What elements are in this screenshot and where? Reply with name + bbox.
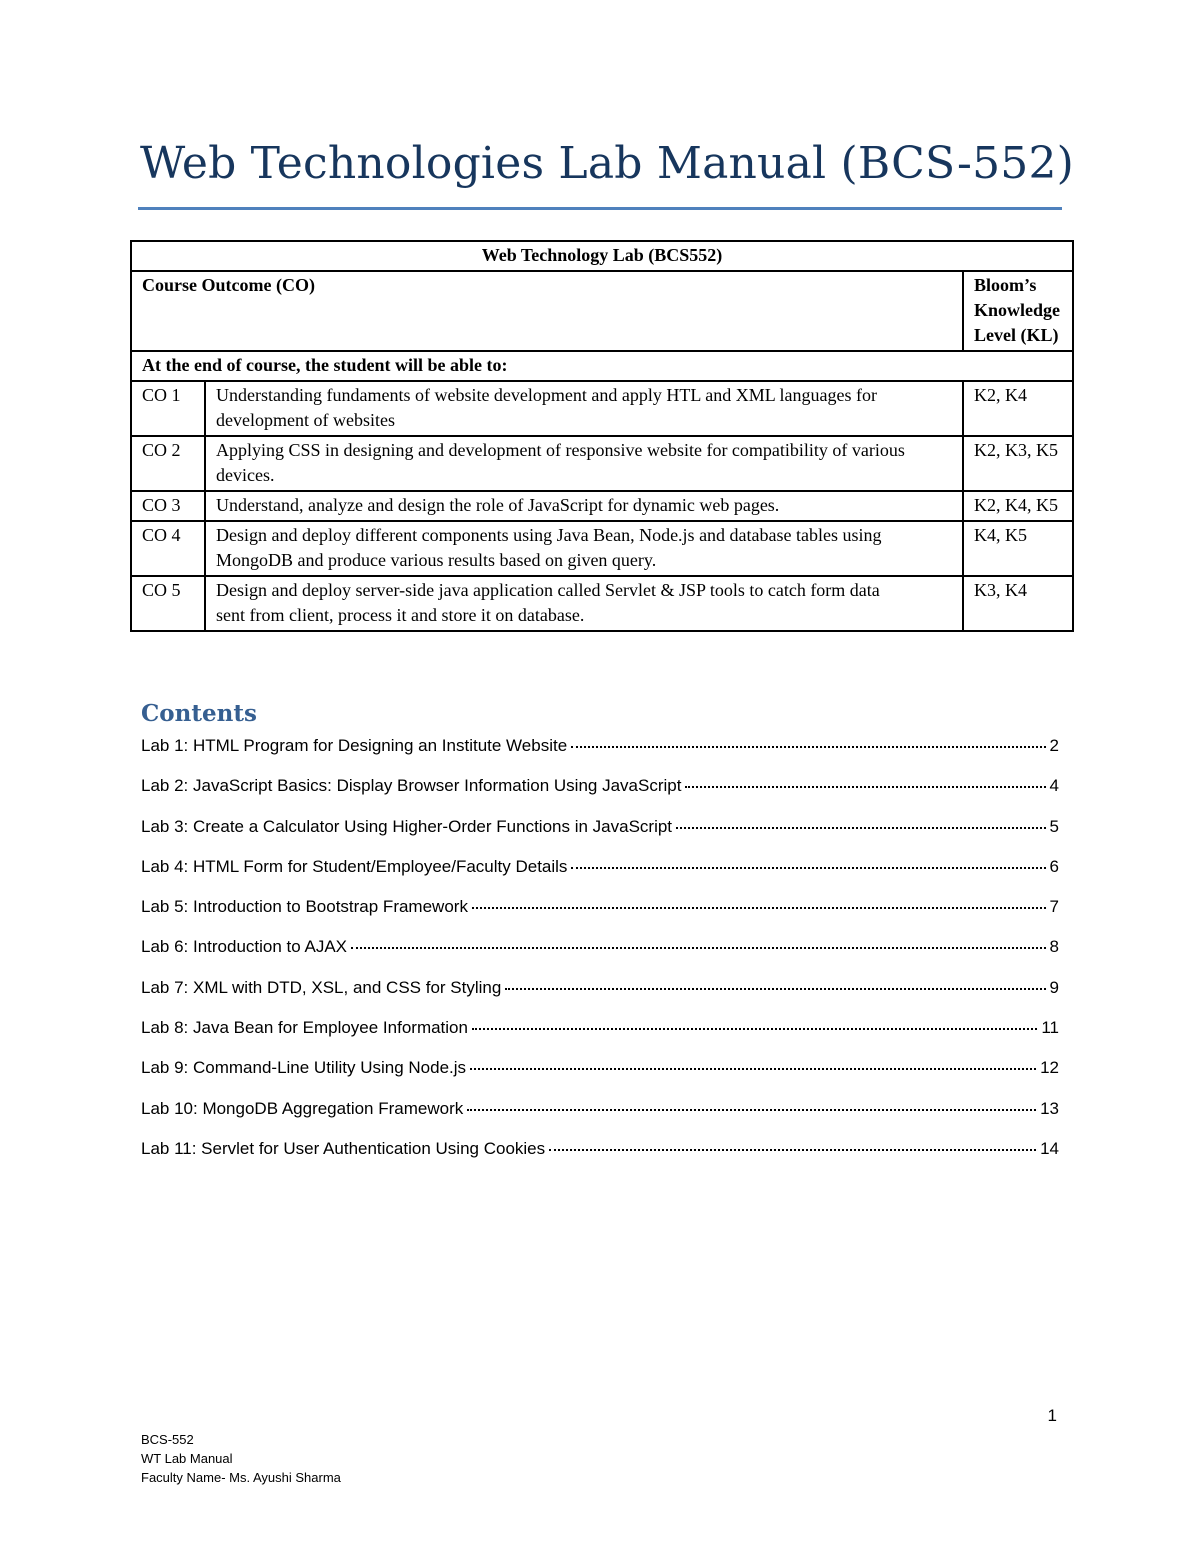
toc-leader-dots	[571, 867, 1045, 869]
co-description-line: sent from client, process it and store it on database.	[216, 605, 585, 625]
footer-faculty-name: Faculty Name- Ms. Ayushi Sharma	[141, 1470, 341, 1485]
toc-leader-dots	[571, 746, 1045, 748]
title-underline	[138, 207, 1062, 210]
toc-entry[interactable]	[141, 776, 1059, 816]
toc-entry[interactable]	[141, 1099, 1059, 1139]
toc-entry-label: Lab 8: Java Bean for Employee Information	[141, 1018, 468, 1038]
toc-entry-page: 13	[1040, 1098, 1059, 1118]
toc-leader-dots	[505, 988, 1045, 990]
contents-heading: Contents	[141, 700, 257, 727]
co-knowledge-level: K2, K4, K5	[963, 491, 1073, 521]
table-of-contents	[141, 736, 1059, 1179]
toc-entry[interactable]	[141, 937, 1059, 977]
co-description: Understanding fundaments of website development and apply HTL and XML languages for development of websites	[205, 381, 963, 436]
table-row	[131, 576, 1073, 631]
co-description: Applying CSS in designing and development of responsive website for compatibility of various devices.	[205, 436, 963, 491]
toc-entry-page: 7	[1049, 897, 1059, 917]
toc-entry-page: 14	[1040, 1138, 1059, 1158]
table-row	[131, 436, 1073, 491]
toc-entry-label: Lab 1: HTML Program for Designing an Institute Website	[141, 736, 568, 755]
toc-leader-dots	[472, 907, 1046, 909]
toc-entry[interactable]	[141, 1139, 1059, 1179]
toc-entry-page: 2	[1049, 736, 1059, 755]
toc-entry[interactable]	[141, 736, 1059, 776]
page-number: 1	[1047, 1406, 1057, 1425]
footer-manual-name: WT Lab Manual	[141, 1451, 233, 1466]
toc-entry[interactable]	[141, 857, 1059, 897]
toc-entry-label: Lab 2: JavaScript Basics: Display Browser Information Using JavaScript	[141, 776, 682, 796]
header-knowledge-level: Bloom’s Knowledge Level (KL)	[963, 271, 1073, 351]
toc-leader-dots	[685, 786, 1045, 788]
toc-entry-page: 12	[1040, 1058, 1059, 1078]
toc-entry-page: 4	[1049, 776, 1059, 796]
toc-entry[interactable]	[141, 978, 1059, 1018]
table-row	[131, 521, 1073, 576]
table-header-row	[131, 271, 1073, 351]
table-caption-row	[131, 241, 1073, 271]
toc-entry-label: Lab 11: Servlet for User Authentication Using Cookies	[141, 1138, 546, 1158]
footer-course-code: BCS-552	[141, 1432, 194, 1447]
toc-entry-page: 5	[1049, 816, 1059, 836]
toc-entry-page: 8	[1049, 937, 1059, 957]
toc-entry-label: Lab 9: Command-Line Utility Using Node.js	[141, 1058, 467, 1078]
footer	[141, 1430, 341, 1487]
toc-leader-dots	[676, 827, 1046, 829]
table-caption: Web Technology Lab (BCS552)	[131, 241, 1073, 271]
toc-entry-label: Lab 10: MongoDB Aggregation Framework	[141, 1098, 464, 1118]
header-course-outcome: Course Outcome (CO)	[131, 271, 963, 351]
toc-entry-label: Lab 3: Create a Calculator Using Higher-Order Functions in JavaScript	[141, 816, 673, 836]
toc-entry-label: Lab 7: XML with DTD, XSL, and CSS for Styling	[141, 977, 502, 997]
toc-entry[interactable]	[141, 1058, 1059, 1098]
co-description	[205, 576, 963, 631]
co-knowledge-level: K2, K4	[963, 381, 1073, 436]
co-id: CO 3	[131, 491, 205, 521]
page-title: Web Technologies Lab Manual (BCS-552)	[140, 138, 1075, 189]
co-id: CO 1	[131, 381, 205, 436]
toc-leader-dots	[470, 1068, 1036, 1070]
toc-leader-dots	[472, 1028, 1037, 1030]
table-intro: At the end of course, the student will be able to:	[131, 351, 1073, 381]
toc-entry-page: 6	[1049, 856, 1059, 876]
toc-entry[interactable]	[141, 1018, 1059, 1058]
co-knowledge-level: K2, K3, K5	[963, 436, 1073, 491]
toc-entry-label: Lab 4: HTML Form for Student/Employee/Faculty Details	[141, 856, 568, 876]
toc-leader-dots	[351, 947, 1046, 949]
toc-entry[interactable]	[141, 817, 1059, 857]
co-id: CO 5	[131, 576, 205, 631]
table-intro-row	[131, 351, 1073, 381]
co-description: Understand, analyze and design the role of JavaScript for dynamic web pages.	[205, 491, 963, 521]
toc-entry-page: 11	[1041, 1018, 1059, 1038]
co-description: Design and deploy different components using Java Bean, Node.js and database tables using MongoDB and produce various results based on given query.	[205, 521, 963, 576]
toc-leader-dots	[467, 1109, 1036, 1111]
co-knowledge-level: K4, K5	[963, 521, 1073, 576]
co-knowledge-level: K3, K4	[963, 576, 1073, 631]
toc-entry[interactable]	[141, 897, 1059, 937]
course-outcome-table	[130, 240, 1074, 632]
toc-entry-page: 9	[1049, 977, 1059, 997]
table-row	[131, 491, 1073, 521]
toc-entry-label: Lab 6: Introduction to AJAX	[141, 937, 348, 957]
co-id: CO 2	[131, 436, 205, 491]
co-id: CO 4	[131, 521, 205, 576]
table-row	[131, 381, 1073, 436]
toc-leader-dots	[549, 1149, 1036, 1151]
co-description-line: Design and deploy server-side java application called Servlet & JSP tools to catch form data	[216, 580, 880, 600]
toc-entry-label: Lab 5: Introduction to Bootstrap Framework	[141, 897, 468, 917]
